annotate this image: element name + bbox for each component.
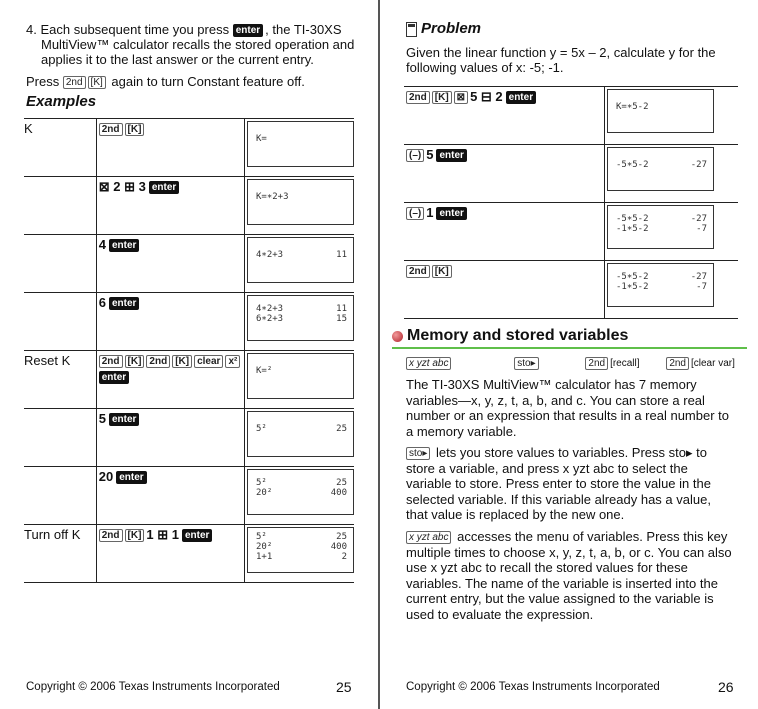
screen-expression: K=∗2+3 — [256, 192, 289, 202]
calculator-screen — [607, 89, 714, 133]
screen-result: 15 — [336, 314, 347, 324]
screen-expression: 20² — [256, 542, 273, 552]
heading-underline — [392, 347, 747, 349]
calculator-screen — [247, 411, 354, 457]
footer-copyright: Copyright © 2006 Texas Instruments Incorporated — [26, 681, 280, 693]
calculator-screen — [247, 527, 354, 573]
row-screen — [605, 203, 739, 261]
screen-expression: 5² — [256, 478, 267, 488]
screen-result: -27 — [690, 272, 707, 282]
press-text: Press — [26, 74, 60, 89]
calc-key: ⊠ — [454, 91, 468, 104]
calc-key: 2nd — [99, 123, 123, 136]
calculator-screen — [247, 237, 354, 283]
table-row — [24, 467, 354, 525]
key-sequence — [99, 237, 244, 253]
enter-key: enter — [149, 181, 179, 194]
step-text-a: Each subsequent time you press — [40, 22, 230, 37]
row-screen — [245, 177, 355, 235]
calc-key: clear — [194, 355, 223, 368]
key-digits: 20 — [98, 469, 114, 484]
calc-key: (–) — [406, 149, 424, 162]
screen-expression: -5∗5-2 — [616, 272, 649, 282]
row-label — [24, 467, 96, 525]
row-keys — [404, 203, 605, 261]
screen-expression: -5∗5-2 — [616, 214, 649, 224]
recall-label: [recall] — [610, 358, 640, 370]
variable-key: x yzt abc — [406, 357, 451, 370]
step-text-b: , the TI-30XS — [265, 22, 342, 37]
calc-key: 2nd — [406, 91, 430, 104]
row-keys — [96, 409, 244, 467]
step-4-paragraph — [26, 22, 366, 67]
calc-key: [K] — [172, 355, 192, 368]
screen-result: 2 — [341, 552, 347, 562]
row-keys — [96, 177, 244, 235]
screen-expression: K= — [256, 134, 267, 144]
sto-key: sto▸ — [514, 357, 538, 370]
table-row — [24, 351, 354, 409]
screen-result: -27 — [690, 160, 707, 170]
screen-result: 400 — [330, 488, 347, 498]
sto-key-inline: sto▸ — [406, 447, 430, 460]
screen-expression: -5∗5-2 — [616, 160, 649, 170]
problem-heading-row — [406, 20, 481, 37]
row-label: Turn off K — [24, 525, 96, 583]
screen-expression: 5² — [256, 532, 267, 542]
row-screen — [245, 351, 355, 409]
calc-key: [K] — [125, 123, 145, 136]
examples-heading: Examples — [26, 93, 97, 110]
calc-key: [K] — [125, 529, 145, 542]
row-screen — [245, 119, 355, 177]
screen-result: -7 — [696, 224, 707, 234]
press-line — [26, 74, 305, 89]
calculator-screen — [607, 205, 714, 249]
key-digits: 1 ⊞ 1 — [146, 527, 179, 542]
screen-expression: 4∗2+3 — [256, 304, 284, 314]
screen-expression: -1∗5-2 — [616, 224, 649, 234]
enter-key: enter — [436, 207, 466, 220]
memory-keys-row — [406, 357, 746, 370]
calc-key: (–) — [406, 207, 424, 220]
table-row — [24, 293, 354, 351]
key-digits: 6 — [98, 295, 106, 310]
problem-text — [406, 45, 736, 75]
key-sequence — [99, 121, 244, 137]
row-screen — [245, 293, 355, 351]
enter-key: enter — [99, 371, 129, 384]
row-keys — [404, 261, 605, 319]
enter-key: enter — [109, 239, 139, 252]
calculator-screen — [247, 295, 354, 341]
row-screen — [605, 145, 739, 203]
key-sequence — [406, 263, 604, 279]
row-label — [24, 293, 96, 351]
enter-key: enter — [109, 413, 139, 426]
calc-key: 2nd — [406, 265, 430, 278]
table-row — [404, 261, 738, 319]
enter-key: enter — [182, 529, 212, 542]
screen-expression: 5² — [256, 424, 267, 434]
page-number: 26 — [718, 679, 734, 695]
memory-paragraph-3-text: accesses the menu of variables. Press this key multiple times to choose x, y, z, t, a, b, or c. You can also use x yzt abc to recall the stored values for these variables. The name of the variable is inserted into the current entry, but the value assigned to the variable is used to evaluate the expression. — [406, 529, 732, 622]
table-row — [404, 203, 738, 261]
key-sequence — [406, 147, 604, 163]
row-keys — [404, 145, 605, 203]
row-screen — [245, 467, 355, 525]
calculator-screen — [247, 179, 354, 225]
footer-copyright: Copyright © 2006 Texas Instruments Incorporated — [406, 681, 660, 693]
memory-paragraph-2-text: lets you store values to variables. Press sto▸ to store a variable, and press x yzt abc to select the variable to store. Press enter to store the value in the selected variable. If this variable already has a value, that value is replaced by the new one. — [406, 445, 711, 522]
table-row — [404, 87, 738, 145]
screen-expression: 1+1 — [256, 552, 273, 562]
row-screen — [245, 525, 355, 583]
step-line-3: applies it to the last answer or the current entry. — [41, 52, 314, 68]
key-sequence — [99, 353, 244, 385]
press-text-b: again to turn Constant feature off. — [111, 74, 305, 89]
table-row — [24, 235, 354, 293]
row-keys — [96, 351, 244, 409]
screen-result: -27 — [690, 214, 707, 224]
row-keys — [96, 235, 244, 293]
step-line-2: MultiView™ calculator recalls the stored operation and — [41, 37, 355, 53]
screen-expression: K=² — [256, 366, 273, 376]
key-digits: 4 — [98, 237, 106, 252]
row-screen — [605, 87, 739, 145]
row-keys — [404, 87, 605, 145]
calc-key: 2nd — [146, 355, 170, 368]
key-digits: 5 — [426, 147, 434, 162]
table-row — [404, 145, 738, 203]
calc-key: 2nd — [99, 529, 123, 542]
screen-expression: 6∗2+3 — [256, 314, 284, 324]
problem-text-line-2: following values of x: -5; -1. — [406, 60, 564, 75]
2nd-key: 2nd — [585, 357, 608, 370]
calc-key: 2nd — [99, 355, 123, 368]
variable-key-inline: x yzt abc — [406, 531, 451, 544]
calc-key: [K] — [432, 91, 452, 104]
row-label: Reset K — [24, 351, 96, 409]
memory-paragraph-3 — [406, 529, 736, 622]
key-sequence — [99, 411, 244, 427]
calc-key: [K] — [432, 265, 452, 278]
screen-result: 400 — [330, 542, 347, 552]
row-label — [24, 235, 96, 293]
clear-var-label: [clear var] — [691, 358, 735, 370]
examples-table — [24, 118, 354, 583]
key-sequence — [99, 179, 244, 195]
screen-expression: K=∗5-2 — [616, 102, 649, 112]
memory-section-heading — [392, 327, 747, 349]
screen-expression: -1∗5-2 — [616, 282, 649, 292]
enter-key: enter — [116, 471, 146, 484]
row-screen — [605, 261, 739, 319]
row-keys — [96, 119, 244, 177]
key-sequence — [406, 205, 604, 221]
screen-result: 25 — [336, 478, 347, 488]
memory-heading: Memory and stored variables — [407, 327, 629, 344]
screen-result: 11 — [336, 250, 347, 260]
right-page — [380, 0, 758, 709]
k-key: [K] — [88, 76, 106, 89]
key-sequence — [99, 469, 244, 485]
screen-result: -7 — [696, 282, 707, 292]
enter-key: enter — [506, 91, 536, 104]
row-screen — [245, 409, 355, 467]
calc-key: x² — [225, 355, 240, 368]
2nd-key: 2nd — [63, 76, 86, 89]
left-page — [0, 0, 378, 709]
table-row — [24, 119, 354, 177]
key-digits: ⊠ 2 ⊞ 3 — [98, 179, 146, 194]
calculator-screen — [607, 263, 714, 307]
row-label — [24, 409, 96, 467]
page-number: 25 — [336, 679, 352, 695]
table-row — [24, 177, 354, 235]
table-row — [24, 409, 354, 467]
calculator-screen — [247, 353, 354, 399]
calculator-icon — [406, 22, 417, 37]
row-label: K — [24, 119, 96, 177]
2nd-key-b: 2nd — [666, 357, 689, 370]
calculator-screen — [247, 469, 354, 515]
calculator-screen — [247, 121, 354, 167]
screen-result: 11 — [336, 304, 347, 314]
key-digits: 1 — [426, 205, 434, 220]
memory-paragraph-1: The TI-30XS MultiView™ calculator has 7 memory variables—x, y, z, t, a, b, and c. You can store a real number or an expression that results in a real number to a memory variable. — [406, 377, 730, 439]
enter-key: enter — [436, 149, 466, 162]
screen-expression: 20² — [256, 488, 273, 498]
key-sequence — [99, 295, 244, 311]
row-keys — [96, 293, 244, 351]
problem-text-line-1: Given the linear function y = 5x – 2, calculate y for the — [406, 45, 716, 60]
bullet-icon — [392, 331, 403, 342]
row-label — [24, 177, 96, 235]
key-digits: 5 ⊟ 2 — [470, 89, 503, 104]
screen-expression: 4∗2+3 — [256, 250, 284, 260]
calc-key: [K] — [125, 355, 145, 368]
enter-key: enter — [233, 24, 263, 37]
row-keys — [96, 467, 244, 525]
key-sequence — [99, 527, 244, 543]
problem-table — [404, 86, 738, 319]
key-sequence — [406, 89, 604, 105]
memory-paragraph-2 — [406, 445, 736, 523]
table-row — [24, 525, 354, 583]
screen-result: 25 — [336, 424, 347, 434]
step-number: 4. — [26, 22, 37, 37]
row-screen — [245, 235, 355, 293]
problem-heading: Problem — [421, 20, 482, 37]
enter-key: enter — [109, 297, 139, 310]
row-keys — [96, 525, 244, 583]
calculator-screen — [607, 147, 714, 191]
key-digits: 5 — [98, 411, 106, 426]
screen-result: 25 — [336, 532, 347, 542]
